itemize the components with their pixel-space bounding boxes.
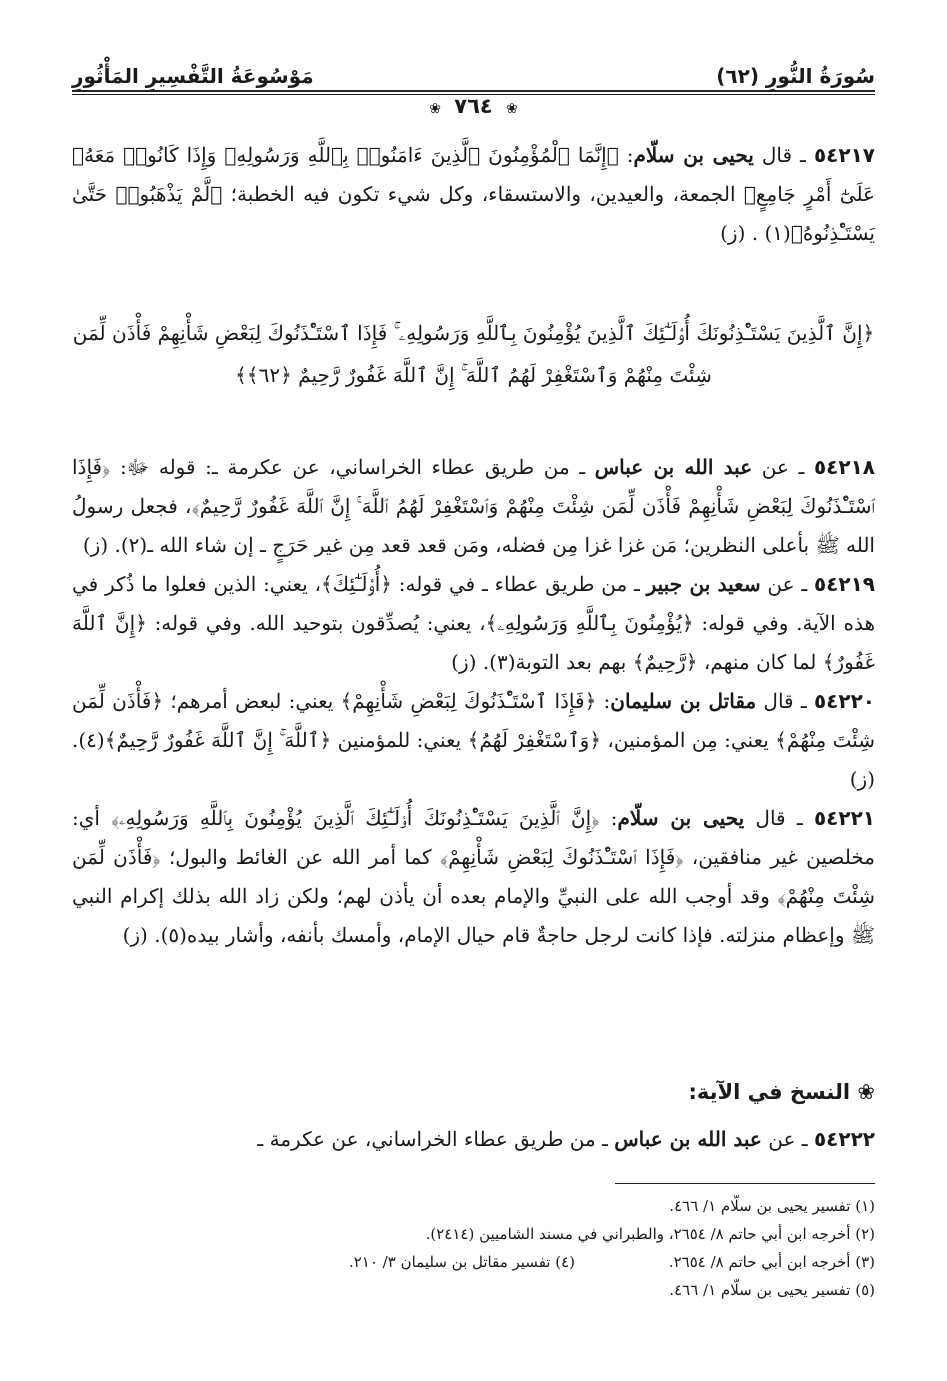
paragraph xyxy=(72,1120,875,1159)
entry-text: : ﴿إِنَّ ٱلَّذِينَ يَسْتَـْٔذِنُونَكَ أُو۟لَـٰٓئِكَ ٱلَّذِينَ يُؤْمِنُونَ بِٱللَّهِ وَرَسُولِهِۦ﴾ أي: مخلصين غير منافقين، ﴿فَإِذَا ٱسْتَـْٔذَنُوكَ لِبَعْضِ شَأْنِهِمْ﴾ كما أمر الله عن الغائط والبول؛ ﴿فَأْذَن لِّمَن شِئْتَ مِنْهُمْ﴾ وقد أوجب الله على النبيِّ والإمام بعده أن يأذن لهم؛ ولكن زاد الله بذلك إكرام النبي ﷺ وإعظام منزلته. فإذا كانت لرجل حاجةٌ قام حيال الإمام، وأمسك بأنفه، وأشار بيده(٥). (ز) xyxy=(72,806,875,947)
entries-block xyxy=(72,448,875,955)
quran-verse: ﴿إِنَّ ٱلَّذِينَ يَسْتَـْٔذِنُونَكَ أُو۟لَـٰٓئِكَ ٱلَّذِينَ يُؤْمِنُونَ بِٱللَّهِ وَرَسُولِهِۦ ۚ فَإِذَا ٱسْتَـْٔذَنُوكَ لِبَعْضِ شَأْنِهِمْ فَأْذَن لِّمَن شِئْتَ مِنْهُمْ وَٱسْتَغْفِرْ لَهُمُ ٱللَّهَ ۚ إِنَّ ٱللَّهَ غَفُورٌ رَّحِيمٌ ﴿٦٢﴾﴾ xyxy=(72,321,875,387)
entry-prefix: ـ عن xyxy=(761,1127,814,1151)
section-title: النسخ في الآية: xyxy=(688,1080,851,1104)
section-heading xyxy=(72,1080,875,1104)
entry-text: : ﴿إِنَّمَا ٱلْمُؤْمِنُونَ ٱلَّذِينَ ءَامَنُوا۟ بِٱللَّهِ وَرَسُولِهِۦ وَإِذَا كَانُوا۟ مَعَهُۥ عَلَىٰٓ أَمْرٍ جَامِعٍ﴾ الجمعة، والعيدين، والاستسقاء، وكل شيء تكون فيه الخطبة؛ ﴿لَّمْ يَذْهَبُوا۟ حَتَّىٰ يَسْتَـْٔذِنُوهُ﴾(١) . (ز) xyxy=(72,143,875,245)
entry-text: : ﴿فَإِذَا ٱسْتَـْٔذَنُوكَ لِبَعْضِ شَأْنِهِمْ﴾ يعني: لبعض أمرهم؛ ﴿فَأْذَن لِّمَن شِئْتَ مِنْهُمْ﴾ يعني: مِن المؤمنين، ﴿وَٱسْتَغْفِرْ لَهُمُ﴾ يعني: للمؤمنين ﴿ٱللَّهَ ۚ إِنَّ ٱللَّهَ غَفُورٌ رَّحِيمٌ﴾(٤). (ز) xyxy=(72,689,875,791)
footnote-divider xyxy=(615,1183,875,1184)
ornament-icon: ❀ xyxy=(429,101,441,117)
footnote-4: (٤) تفسير مقاتل بن سليمان ٣/ ٢١٠. xyxy=(348,1253,575,1271)
entry-prefix: ـ عن xyxy=(752,455,814,479)
entry-prefix: ـ قال xyxy=(744,806,814,830)
entry-54220 xyxy=(72,682,875,799)
page-number-row xyxy=(0,94,947,118)
header-rule xyxy=(72,90,875,92)
entry-54222 xyxy=(72,1120,875,1159)
entry-54221 xyxy=(72,799,875,955)
entry-54219 xyxy=(72,565,875,682)
footnote-5: (٥) تفسير يحيى بن سلّام ١/ ٤٦٦. xyxy=(669,1281,875,1299)
footnote-3: (٣) أخرجه ابن أبي حاتم ٨/ ٢٦٥٤. xyxy=(668,1253,875,1271)
narrator-name: يحيى بن سلّام xyxy=(617,806,745,830)
narrator-name: عبد الله بن عباس xyxy=(614,1127,762,1151)
entry-number: ٥٤٢٢٠ xyxy=(813,689,875,713)
paragraph xyxy=(72,136,875,253)
narrator-name: يحيى بن سلّام xyxy=(633,143,754,167)
entry-number: ٥٤٢٢١ xyxy=(813,806,875,830)
narrator-name: سعيد بن جبير xyxy=(646,572,761,596)
ornament-icon: ❀ xyxy=(506,101,518,117)
entry-54218 xyxy=(72,448,875,565)
surah-title: سُورَةُ النُّورِ (٦٢) xyxy=(716,64,875,88)
entry-54217 xyxy=(72,136,875,253)
running-header xyxy=(72,60,875,96)
entry-number: ٥٤٢٢٢ xyxy=(813,1127,875,1151)
entry-prefix: ـ عن xyxy=(760,572,814,596)
footnotes xyxy=(72,1192,875,1304)
footnote-2: (٢) أخرجه ابن أبي حاتم ٨/ ٢٦٥٤، والطبراني في مسند الشاميين (٢٤١٤). xyxy=(425,1225,875,1243)
entry-number: ٥٤٢١٨ xyxy=(813,455,876,479)
footnote-row xyxy=(72,1248,875,1276)
entry-text: ـ من طريق عطاء الخراساني، عن عكرمة ـ: قوله ﷻ: ﴿فَإِذَا ٱسْتَـْٔذَنُوكَ لِبَعْضِ شَأْنِهِمْ فَأْذَن لِّمَن شِئْتَ مِنْهُمْ وَٱسْتَغْفِرْ لَهُمُ ٱللَّهَ ۚ إِنَّ ٱللَّهَ غَفُورٌ رَّحِيمٌ﴾، فجعل رسولُ الله ﷺ بأعلى النظرين؛ مَن غزا غزا مِن فضله، ومَن قعد قعد مِن غير حَرَجٍ ـ إن شاء الله ـ(٢). (ز) xyxy=(72,455,875,557)
entry-number: ٥٤٢١٩ xyxy=(813,572,876,596)
narrator-name: مقاتل بن سليمان xyxy=(610,689,757,713)
entry-text: ـ من طريق عطاء الخراساني، عن عكرمة ـ xyxy=(257,1127,615,1151)
entry-number: ٥٤٢١٧ xyxy=(813,143,875,167)
footnote-1: (١) تفسير يحيى بن سلّام ١/ ٤٦٦. xyxy=(669,1197,875,1215)
book-title: مَوْسُوعَةُ التَّفْسِيرِ المَأْثُورِ xyxy=(72,64,314,88)
narrator-name: عبد الله بن عباس xyxy=(594,455,753,479)
ornament-icon: ❀ xyxy=(857,1080,875,1104)
entry-prefix: ـ قال xyxy=(753,143,814,167)
page-number: ٧٦٤ xyxy=(454,94,493,118)
entry-prefix: ـ قال xyxy=(756,689,814,713)
entry-text: ـ من طريق عطاء ـ في قوله: ﴿أُو۟لَـٰٓئِكَ﴾، يعني: الذين فعلوا ما ذُكر في هذه الآية. وفي قوله: ﴿يُؤْمِنُونَ بِٱللَّهِ وَرَسُولِهِۦ﴾، يعني: يُصدِّقون بتوحيد الله. وفي قوله: ﴿إِنَّ ٱللَّهَ غَفُورٌ﴾ لما كان منهم، ﴿رَّحِيمٌ﴾ بهم بعد التوبة(٣). (ز) xyxy=(72,572,875,674)
